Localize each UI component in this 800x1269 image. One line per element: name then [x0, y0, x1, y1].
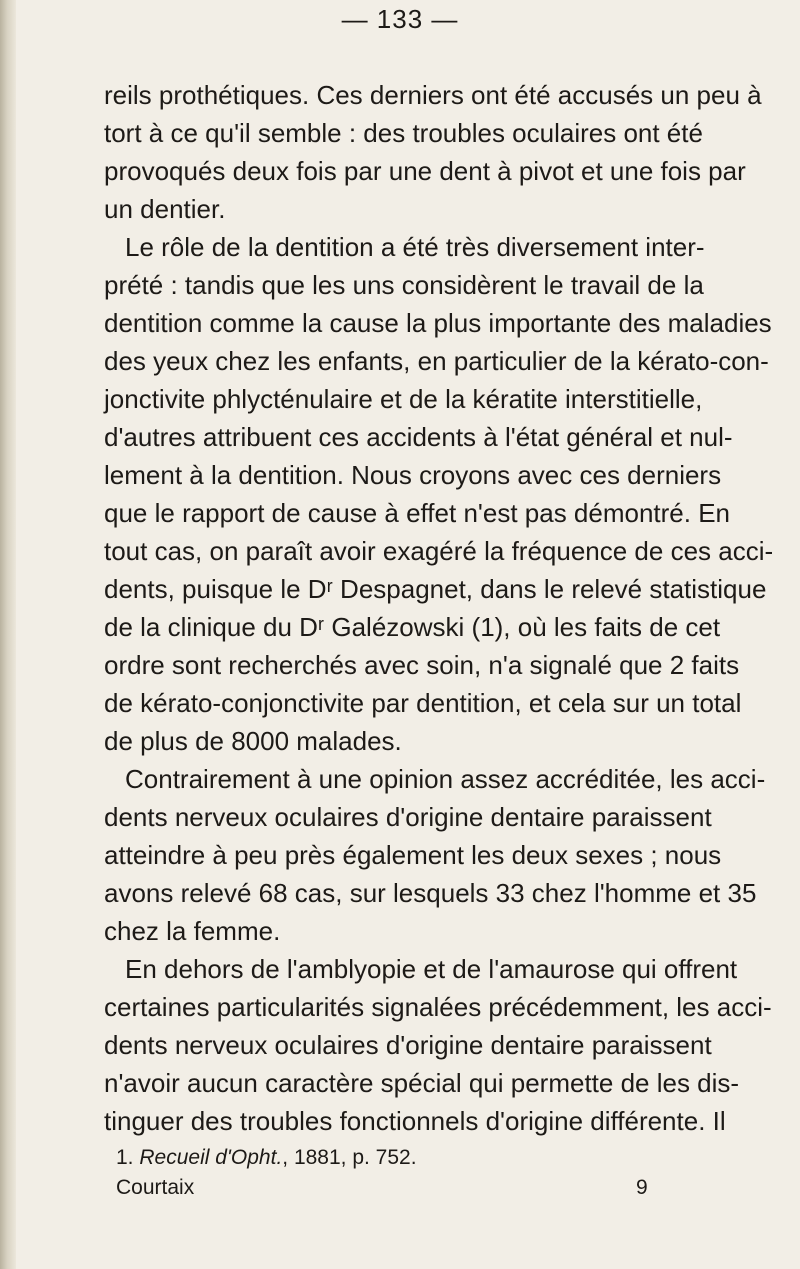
footer-author: Courtaix — [116, 1176, 195, 1199]
text-line: dents nerveux oculaires d'origine dentaire paraissent — [104, 1030, 712, 1060]
text-line: dents nerveux oculaires d'origine dentaire paraissent — [104, 802, 712, 832]
text-line: d'autres attribuent ces accidents à l'état général et nul- — [104, 422, 733, 452]
text-line: de la clinique du Dʳ Galézowski (1), où les faits de cet — [104, 612, 721, 642]
text-line: tinguer des troubles fonctionnels d'origine différente. Il — [104, 1106, 726, 1136]
text-line: n'avoir aucun caractère spécial qui permette de les dis- — [104, 1068, 740, 1098]
footnote-marker: 1. — [116, 1146, 134, 1169]
signature-mark: 9 — [636, 1176, 648, 1199]
text-line: ordre sont recherchés avec soin, n'a signalé que 2 faits — [104, 650, 740, 680]
text-line: Contrairement à une opinion assez accréditée, les acci- — [125, 764, 766, 794]
text-line: dentition comme la cause la plus importante des maladies — [104, 308, 772, 338]
text-line: dents, puisque le Dʳ Despagnet, dans le relevé statistique — [104, 574, 767, 604]
text-line: que le rapport de cause à effet n'est pas démontré. En — [104, 498, 731, 528]
text-line: de plus de 8000 malades. — [104, 726, 402, 756]
footnote-source: Recueil d'Opht. — [139, 1146, 283, 1169]
text-line: des yeux chez les enfants, en particulier de la kérato-con- — [104, 346, 769, 376]
text-line: certaines particularités signalées précédemment, les acci- — [104, 992, 772, 1022]
text-line: jonctivite phlycténulaire et de la kératite interstitielle, — [104, 384, 703, 414]
footnote — [116, 1143, 417, 1173]
footnote-details: , 1881, p. 752. — [282, 1146, 417, 1169]
text-line: Le rôle de la dentition a été très diversement inter- — [125, 232, 705, 262]
text-line: de kérato-conjonctivite par dentition, et cela sur un total — [104, 688, 742, 718]
body-text — [104, 76, 774, 1140]
text-line: tort à ce qu'il semble : des troubles oculaires ont été — [104, 118, 703, 148]
text-line: provoqués deux fois par une dent à pivot et une fois par — [104, 156, 746, 186]
page-number: — 133 — — [341, 4, 459, 34]
text-line: reils prothétiques. Ces derniers ont été accusés un peu à — [104, 80, 762, 110]
text-line: tout cas, on paraît avoir exagéré la fréquence de ces acci- — [104, 536, 774, 566]
text-line: atteindre à peu près également les deux sexes ; nous — [104, 840, 722, 870]
text-line: prété : tandis que les uns considèrent le travail de la — [104, 270, 704, 300]
text-line: En dehors de l'amblyopie et de l'amaurose qui offrent — [125, 954, 738, 984]
text-line: un dentier. — [104, 194, 226, 224]
text-line: chez la femme. — [104, 916, 281, 946]
text-line: avons relevé 68 cas, sur lesquels 33 chez l'homme et 35 — [104, 878, 757, 908]
text-line: lement à la dentition. Nous croyons avec ces derniers — [104, 460, 722, 490]
